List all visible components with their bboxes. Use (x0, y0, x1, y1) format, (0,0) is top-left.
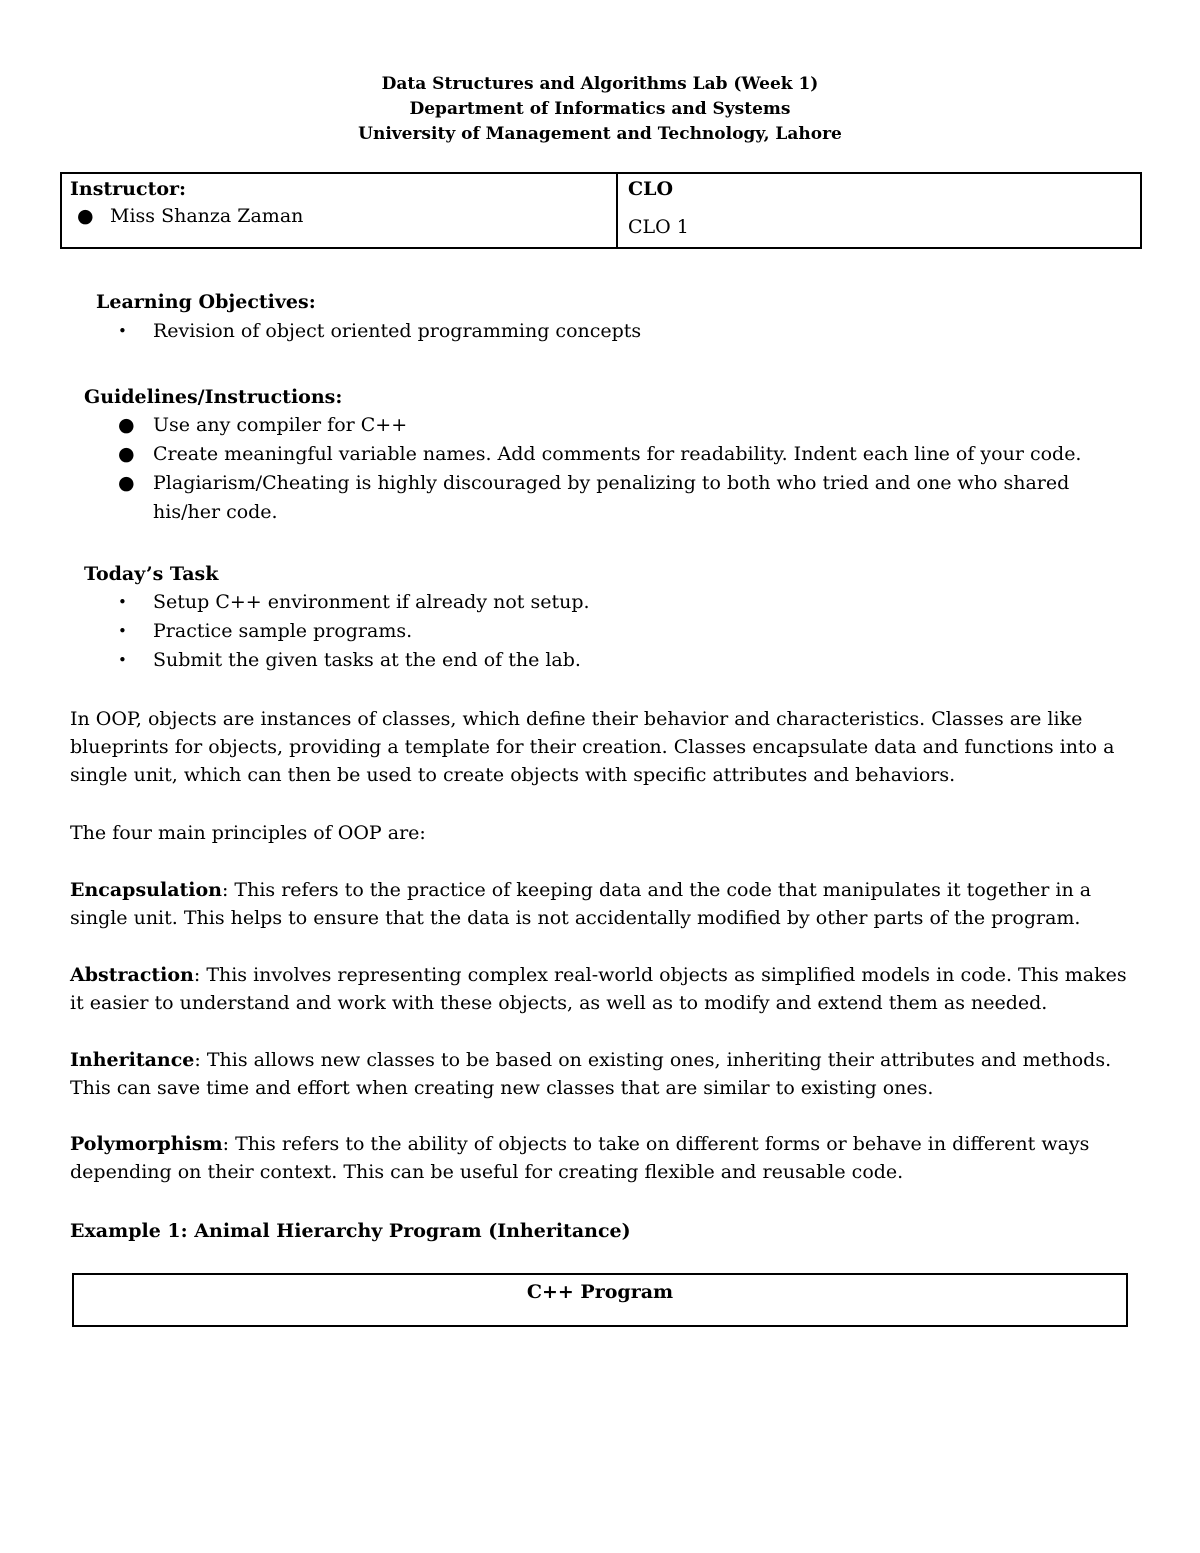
bullet-icon: ● (118, 414, 135, 436)
principle-text: : This involves representing complex real-world objects as simplified models in code. This makes it easier to understand and work with these objects, as well as to modify and extend them as needed. (70, 964, 1127, 1014)
principle-abstraction (70, 961, 1140, 1017)
example-title: Example 1: Animal Hierarchy Program (Inheritance) (70, 1220, 631, 1242)
clo-value: CLO 1 (628, 216, 689, 238)
header-title: Data Structures and Algorithms Lab (Week 1) (381, 74, 819, 94)
bullet-icon: • (118, 593, 127, 611)
list-item: • Practice sample programs. (118, 617, 1128, 646)
principle-term: Abstraction (70, 964, 194, 986)
principle-inheritance (70, 1046, 1140, 1102)
bullet-icon: ● (118, 443, 135, 465)
instructor-name: Miss Shanza Zaman (110, 205, 304, 227)
instructor-label: Instructor: (70, 178, 187, 200)
principle-term: Polymorphism (70, 1133, 223, 1155)
clo-cell (617, 173, 1141, 248)
guidelines-title: Guidelines/Instructions: (84, 386, 343, 408)
list-item: ● Plagiarism/Cheating is highly discouraged by penalizing to both who tried and one who shared his/her code. (118, 469, 1128, 527)
principle-polymorphism (70, 1130, 1140, 1186)
principle-term: Encapsulation (70, 879, 222, 901)
todays-task-title: Today’s Task (84, 563, 219, 585)
principle-text: : This allows new classes to be based on existing ones, inheriting their attributes and methods. This can save time and effort when creating new classes that are similar to existing ones. (70, 1049, 1112, 1099)
header-department: Department of Informatics and Systems (409, 99, 791, 119)
header-university: University of Management and Technology, Lahore (358, 124, 842, 144)
learning-objectives-list (118, 317, 1128, 346)
info-table (60, 172, 1142, 249)
list-item: • Revision of object oriented programming concepts (118, 317, 1128, 346)
bullet-icon: • (118, 322, 127, 340)
bullet-icon: ● (77, 205, 94, 227)
principle-text: : This refers to the ability of objects to take on different forms or behave in different ways depending on their context. This can be useful for creating flexible and reusable code. (70, 1133, 1090, 1183)
clo-label: CLO (628, 178, 674, 200)
principle-encapsulation (70, 876, 1140, 932)
document-header (0, 72, 1200, 147)
learning-objectives-title: Learning Objectives: (96, 291, 316, 313)
list-item: • Submit the given tasks at the end of the lab. (118, 646, 1128, 675)
principles-intro: The four main principles of OOP are: (70, 822, 426, 844)
todays-task-list (118, 588, 1128, 675)
principle-text: : This refers to the practice of keeping data and the code that manipulates it together in a single unit. This helps to ensure that the data is not accidentally modified by other parts of the program. (70, 879, 1092, 929)
instructor-cell (61, 173, 617, 248)
instructor-item (77, 202, 608, 230)
bullet-icon: • (118, 622, 127, 640)
intro-paragraph: In OOP, objects are instances of classes, which define their behavior and characteristics. Classes are like blueprints for objects, providing a template for their creation. Classes encapsulate data and functions into a single unit, which can then be used to create objects with specific attributes and behaviors. (70, 708, 1115, 786)
bullet-icon: ● (118, 472, 135, 494)
principle-term: Inheritance (70, 1049, 195, 1071)
code-box (72, 1273, 1128, 1327)
code-box-title: C++ Program (526, 1281, 674, 1303)
bullet-icon: • (118, 651, 127, 669)
list-item: ● Use any compiler for C++ (118, 411, 1128, 440)
list-item: • Setup C++ environment if already not setup. (118, 588, 1128, 617)
guidelines-list (118, 411, 1128, 527)
list-item: ● Create meaningful variable names. Add comments for readability. Indent each line of your code. (118, 440, 1128, 469)
